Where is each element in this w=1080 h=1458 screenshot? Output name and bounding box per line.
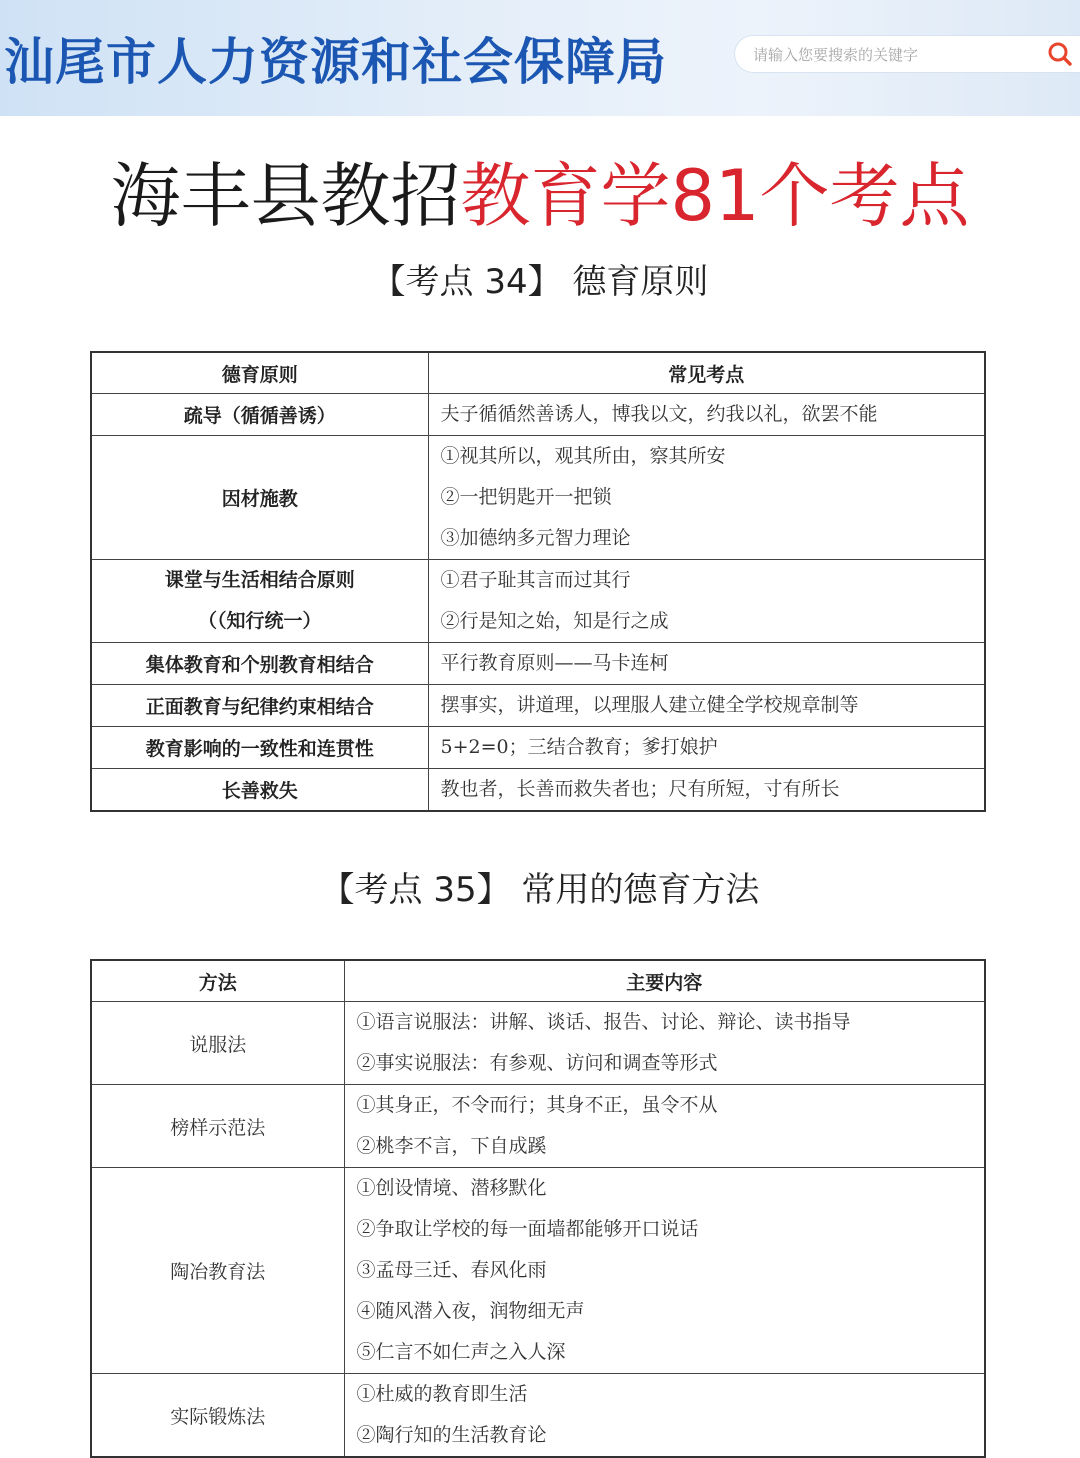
point-line: 平行教育原则——马卡连柯 xyxy=(440,652,669,674)
principle-line: 课堂与生活相结合原则 xyxy=(164,569,355,591)
column-header: 方法 xyxy=(91,960,344,1002)
point-line: ③加德纳多元智力理论 xyxy=(440,527,631,549)
points-cell xyxy=(428,560,985,643)
point-line: 5+2=0；三结合教育；爹打娘护 xyxy=(440,736,718,758)
point-line: ①视其所以，观其所由，察其所安 xyxy=(440,445,726,467)
column-header: 德育原则 xyxy=(91,352,428,394)
content-line: ②争取让学校的每一面墙都能够开口说话 xyxy=(356,1218,699,1240)
content-line: ①创设情境、潜移默化 xyxy=(356,1177,547,1199)
site-header xyxy=(0,0,1080,116)
point-line: 夫子循循然善诱人，博我以文，约我以礼，欲罢不能 xyxy=(440,403,878,425)
principle-cell: 因材施教 xyxy=(91,436,428,560)
points-cell xyxy=(428,685,985,727)
table-row xyxy=(91,643,985,685)
column-header: 常见考点 xyxy=(428,352,985,394)
method-cell: 实际锻炼法 xyxy=(91,1374,344,1458)
content-line: ⑤仁言不如仁声之入人深 xyxy=(356,1341,566,1363)
search-icon[interactable] xyxy=(1047,41,1073,67)
search-box[interactable] xyxy=(735,36,1080,72)
content-cell xyxy=(344,1168,985,1374)
content-line: ②事实说服法：有参观、访问和调查等形式 xyxy=(356,1052,718,1074)
table-header-row xyxy=(91,960,985,1002)
principle-cell: 正面教育与纪律约束相结合 xyxy=(91,685,428,727)
principle-cell: 教育影响的一致性和连贯性 xyxy=(91,727,428,769)
moral-methods-table xyxy=(90,959,986,1458)
table-row xyxy=(91,394,985,436)
method-cell: 说服法 xyxy=(91,1002,344,1085)
content-line: ①语言说服法：讲解、谈话、报告、讨论、辩论、读书指导 xyxy=(356,1011,851,1033)
search-input[interactable] xyxy=(751,36,1035,74)
table-row xyxy=(91,769,985,812)
table-row xyxy=(91,727,985,769)
column-header: 主要内容 xyxy=(344,960,985,1002)
principle-line: （（知行统一） xyxy=(197,610,322,632)
content-line: ②陶行知的生活教育论 xyxy=(356,1424,547,1446)
content-cell xyxy=(344,1002,985,1085)
principle-cell: 集体教育和个别教育相结合 xyxy=(91,643,428,685)
principle-cell: 疏导（循循善诱） xyxy=(91,394,428,436)
points-cell xyxy=(428,394,985,436)
table-row xyxy=(91,560,985,643)
point-line: 教也者，长善而救失者也；尺有所短，寸有所长 xyxy=(440,778,840,800)
principle-cell: 长善救失 xyxy=(91,769,428,812)
table-row xyxy=(91,685,985,727)
table-header-row xyxy=(91,352,985,394)
moral-principles-table xyxy=(90,351,986,812)
section-34-title: 【考点 34】 德育原则 xyxy=(371,262,709,302)
content-line: ④随风潜入夜，润物细无声 xyxy=(356,1300,585,1322)
points-cell xyxy=(428,727,985,769)
content-line: ①其身正，不令而行；其身不正，虽令不从 xyxy=(356,1094,718,1116)
table-row xyxy=(91,436,985,560)
point-line: ②行是知之始，知是行之成 xyxy=(440,610,669,632)
content-line: ②桃李不言，下自成蹊 xyxy=(356,1135,547,1157)
point-line: ②一把钥匙开一把锁 xyxy=(440,486,612,508)
method-cell: 陶冶教育法 xyxy=(91,1168,344,1374)
content-line: ①杜威的教育即生活 xyxy=(356,1383,528,1405)
table-row xyxy=(91,1374,985,1458)
section-35-title: 【考点 35】 常用的德育方法 xyxy=(320,870,760,910)
table-row xyxy=(91,1002,985,1085)
points-cell xyxy=(428,643,985,685)
points-cell xyxy=(428,436,985,560)
page-title-black: 海丰县教招 xyxy=(110,155,461,237)
site-title: 汕尾市人力资源和社会保障局 xyxy=(4,32,667,91)
content-line: ③孟母三迁、春风化雨 xyxy=(356,1259,547,1281)
points-cell xyxy=(428,769,985,812)
method-cell: 榜样示范法 xyxy=(91,1085,344,1168)
principle-cell xyxy=(91,560,428,643)
point-line: ①君子耻其言而过其行 xyxy=(440,569,631,591)
page-title xyxy=(0,140,1080,241)
page-title-red: 教育学81个考点 xyxy=(460,155,970,237)
table-row xyxy=(91,1085,985,1168)
content-cell xyxy=(344,1085,985,1168)
point-line: 摆事实，讲道理，以理服人建立健全学校规章制等 xyxy=(440,694,859,716)
content-cell xyxy=(344,1374,985,1458)
table-row xyxy=(91,1168,985,1374)
